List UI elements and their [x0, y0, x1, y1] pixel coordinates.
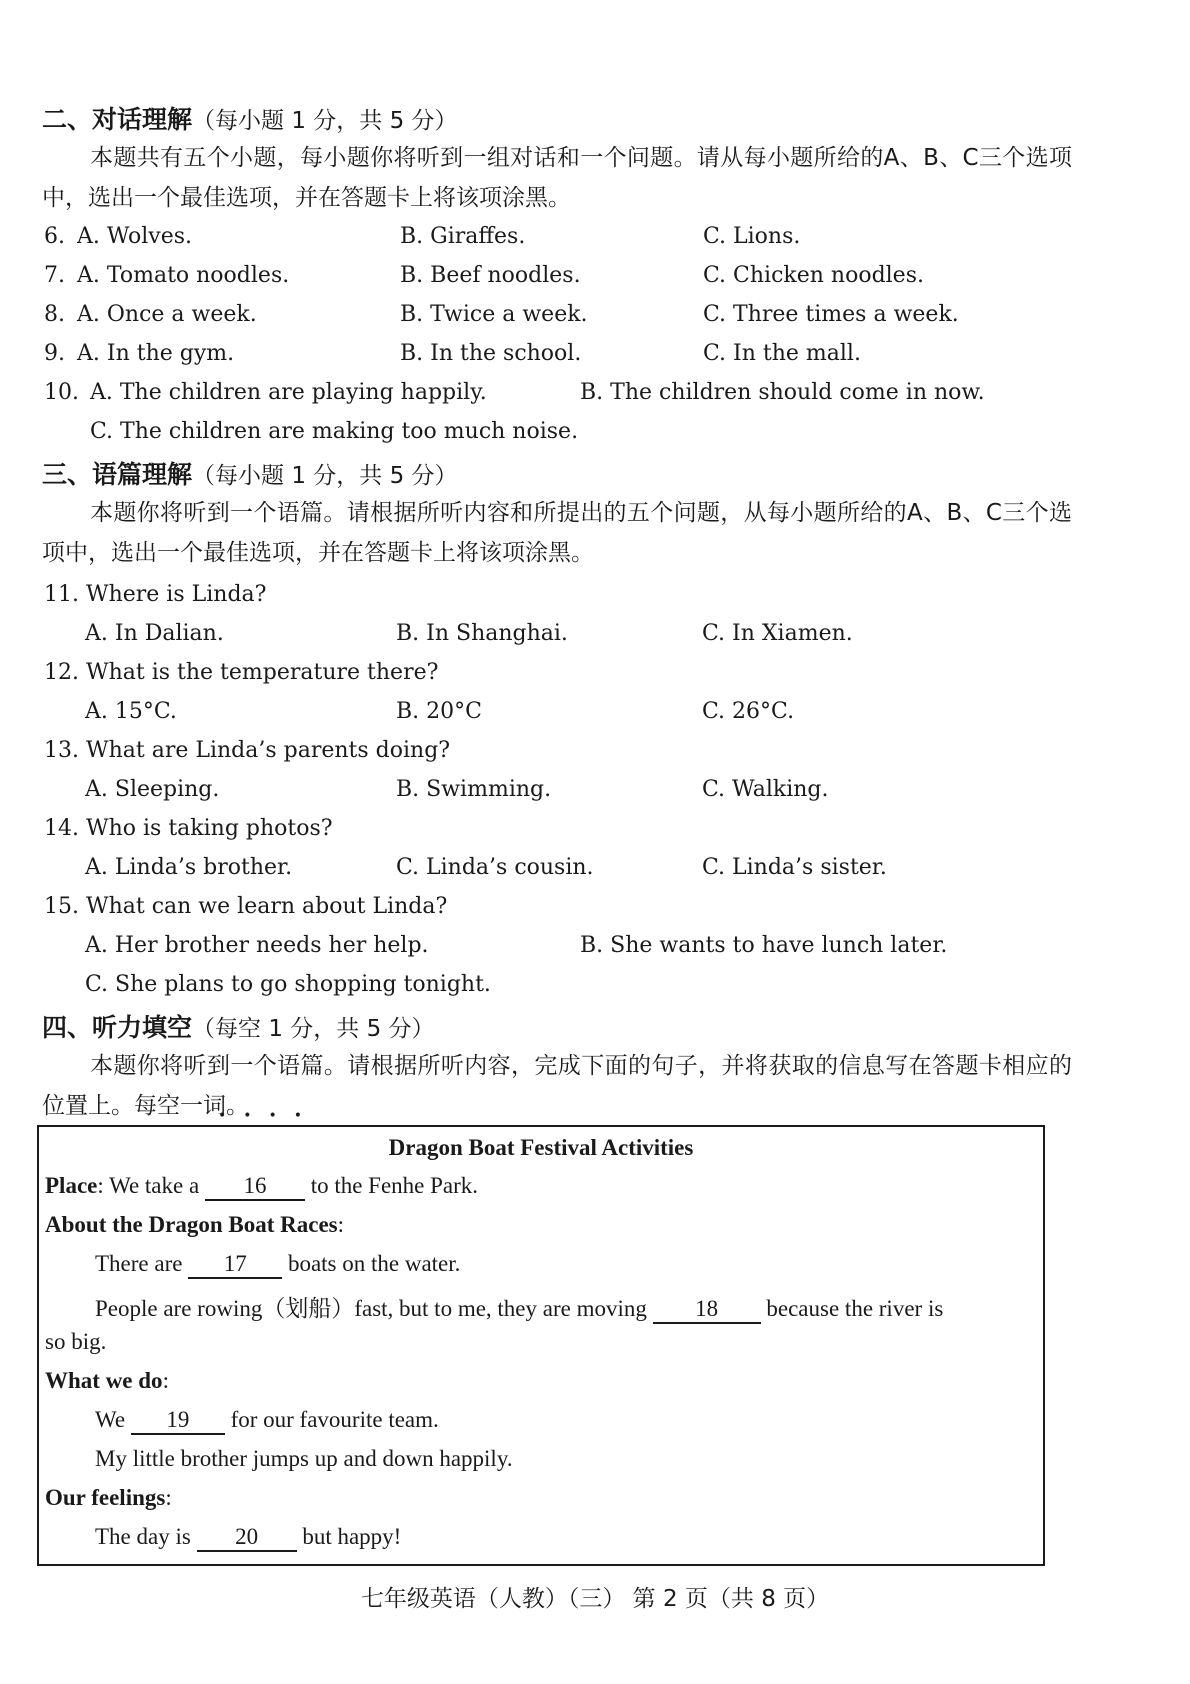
what-we-do-heading: [45, 1368, 169, 1394]
q11-stem: 11. Where is Linda?: [44, 582, 267, 607]
place-text-after: to the Fenhe Park.: [310, 1173, 479, 1198]
q10-option-c: C. The children are making too much noise.: [90, 419, 579, 444]
q14-stem: 14. Who is taking photos?: [44, 816, 333, 841]
q8-option-b: B. Twice a week.: [400, 302, 588, 327]
q13-stem: 13. What are Linda’s parents doing?: [44, 738, 451, 763]
q6-option-b: B. Giraffes.: [400, 224, 526, 249]
q10-number: 10.: [44, 380, 79, 405]
feelings-line-before: The day is: [95, 1524, 191, 1549]
q12-option-b: B. 20°C: [396, 699, 482, 724]
blank-18[interactable]: 18: [653, 1296, 761, 1324]
q12-option-a: A. 15°C.: [85, 699, 177, 724]
feelings-label: Our feelings: [45, 1485, 166, 1510]
q11-option-b: B. In Shanghai.: [396, 621, 568, 646]
place-label: Place: [45, 1173, 98, 1198]
do-line-2: My little brother jumps up and down happily.: [95, 1446, 513, 1471]
section-2-title: [42, 100, 458, 136]
races-label: About the Dragon Boat Races: [45, 1212, 338, 1237]
section-4-heading: 四、听力填空: [42, 1013, 193, 1042]
races-line-1: [95, 1251, 460, 1279]
q15-option-b: B. She wants to have lunch later.: [580, 933, 948, 958]
q13-option-b: B. Swimming.: [396, 777, 552, 802]
q9-option-a: A. In the gym.: [77, 341, 235, 366]
place-row: [45, 1173, 478, 1201]
q7-option-a: A. Tomato noodles.: [77, 263, 290, 288]
q8-number: 8.: [44, 302, 65, 327]
races-line-1-before: There are: [95, 1251, 183, 1276]
section-4-instruction: 本题你将听到一个语篇。请根据所听内容，完成下面的句子，并将获取的信息写在答题卡相应的位置上。每空一词。: [42, 1053, 1072, 1119]
feelings-heading: [45, 1485, 172, 1511]
q13-option-c: C. Walking.: [702, 777, 829, 802]
races-line-2: [95, 1290, 943, 1324]
q15-option-c: C. She plans to go shopping tonight.: [85, 972, 491, 997]
q15-stem: 15. What can we learn about Linda?: [44, 894, 448, 919]
q11-option-c: C. In Xiamen.: [702, 621, 853, 646]
q11-option-a: A. In Dalian.: [85, 621, 224, 646]
do-line-1: [95, 1407, 439, 1435]
emphasis-dots: ••••: [218, 1108, 320, 1124]
q6-option-c: C. Lions.: [703, 224, 801, 249]
do-line-1-before: We: [95, 1407, 126, 1432]
section-4-score-note: （每空 1 分，共 5 分）: [192, 1016, 435, 1042]
q10-option-a: A. The children are playing happily.: [90, 380, 487, 405]
blank-19[interactable]: 19: [131, 1407, 225, 1435]
q8-option-a: A. Once a week.: [77, 302, 257, 327]
q7-option-c: C. Chicken noodles.: [703, 263, 924, 288]
do-line-1-after: for our favourite team.: [230, 1407, 439, 1432]
q6-option-a: A. Wolves.: [77, 224, 193, 249]
blank-17[interactable]: 17: [188, 1251, 282, 1279]
section-2-heading: 二、对话理解: [42, 105, 193, 134]
races-line-2-continued: so big.: [45, 1329, 107, 1354]
section-2-score-note: （每小题 1 分，共 5 分）: [192, 108, 458, 134]
q12-option-c: C. 26°C.: [702, 699, 795, 724]
races-colon: :: [337, 1212, 344, 1237]
q12-stem: 12. What is the temperature there?: [44, 660, 439, 685]
page-footer: 七年级英语（人教）（三） 第 2 页（共 8 页）: [360, 1586, 830, 1612]
what-we-do-label: What we do: [45, 1368, 163, 1393]
section-3-title: [42, 455, 458, 491]
blank-16[interactable]: 16: [205, 1173, 305, 1201]
q10-option-b: B. The children should come in now.: [580, 380, 985, 405]
q14-option-c: C. Linda’s sister.: [702, 855, 887, 880]
activity-box: [37, 1125, 1045, 1566]
section-3-score-note: （每小题 1 分，共 5 分）: [192, 463, 458, 489]
section-3-heading: 三、语篇理解: [42, 460, 193, 489]
feelings-line: [95, 1524, 401, 1552]
q9-number: 9.: [44, 341, 65, 366]
what-we-do-colon: :: [162, 1368, 169, 1393]
races-heading: [45, 1212, 344, 1238]
blank-20[interactable]: 20: [197, 1524, 297, 1552]
section-3-instruction: 本题你将听到一个语篇。请根据所听内容和所提出的五个问题，从每小题所给的A、B、C三个选项中，选出一个最佳选项，并在答题卡上将该项涂黑。: [42, 500, 1072, 566]
q6-number: 6.: [44, 224, 65, 249]
section-2-instruction: 本题共有五个小题，每小题你将听到一组对话和一个问题。请从每小题所给的A、B、C三个选项中，选出一个最佳选项，并在答题卡上将该项涂黑。: [42, 145, 1072, 211]
races-line-1-after: boats on the water.: [287, 1251, 461, 1276]
races-line-2-before: People are rowing（划船）fast, but to me, they are moving: [95, 1296, 647, 1321]
section-4-title: [42, 1008, 435, 1044]
feelings-line-after: but happy!: [302, 1524, 402, 1549]
q15-option-a: A. Her brother needs her help.: [85, 933, 429, 958]
races-line-2-after: because the river is: [766, 1296, 944, 1321]
q9-option-b: B. In the school.: [400, 341, 582, 366]
box-title: Dragon Boat Festival Activities: [388, 1135, 694, 1160]
place-text-before: : We take a: [97, 1173, 200, 1198]
feelings-colon: :: [165, 1485, 172, 1510]
q13-option-a: A. Sleeping.: [85, 777, 220, 802]
q8-option-c: C. Three times a week.: [703, 302, 959, 327]
q7-option-b: B. Beef noodles.: [400, 263, 581, 288]
q9-option-c: C. In the mall.: [703, 341, 861, 366]
q7-number: 7.: [44, 263, 65, 288]
q14-option-a: A. Linda’s brother.: [85, 855, 293, 880]
q14-option-b: C. Linda’s cousin.: [396, 855, 594, 880]
